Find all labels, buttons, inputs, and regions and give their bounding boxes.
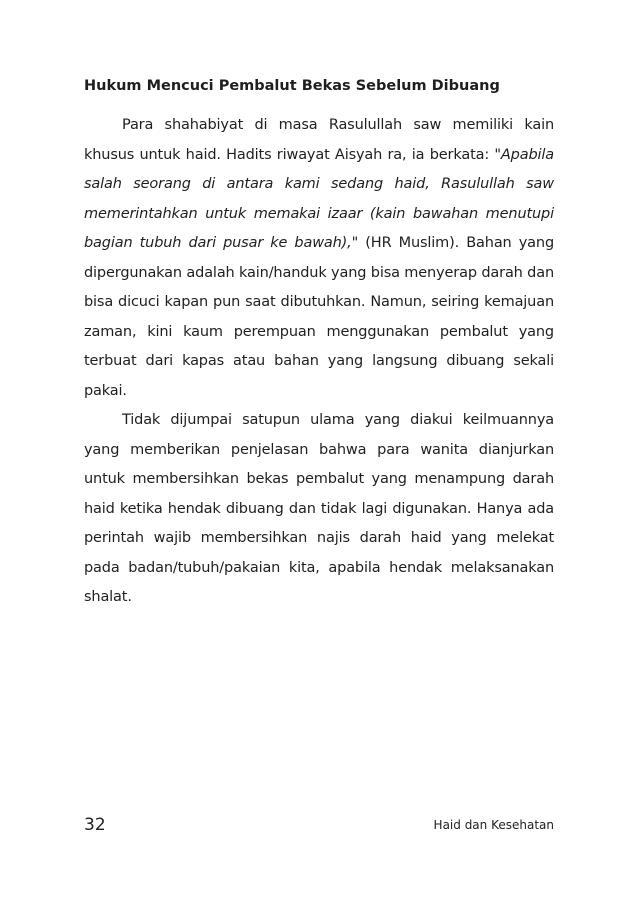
paragraph-2: Tidak dijumpai satupun ulama yang diakui keilmuannya yang memberikan penjelasan bahwa para wanita dianjurkan untuk membersihkan bekas pembalut yang menampung darah haid ketika hendak dibuang dan tidak lagi digunakan. Hanya ada perintah wajib membersihkan najis darah haid yang melekat pada badan/tubuh/pakaian kita, apabila hendak melaksanakan shalat. <box>84 412 554 605</box>
paragraph-1-intro: Para shahabiyat di masa Rasulullah saw memiliki kain khusus untuk haid. Hadits riwayat Aisyah ra, ia berkata: <box>84 117 554 163</box>
section-heading: Hukum Mencuci Pembalut Bekas Sebelum Dibuang <box>84 78 500 94</box>
hadith-quote: "Apabila salah seorang di antara kami sedang haid, Rasulullah saw memerintahkan untuk memakai izaar (kain bawahan menutupi bagian tubuh dari pusar ke bawah)," <box>84 146 554 251</box>
page-number: 32 <box>84 815 106 835</box>
paragraph-1-rest: (HR Muslim). Bahan yang dipergunakan adalah kain/handuk yang bisa menyerap darah dan bisa dicuci kapan pun saat dibutuhkan. Namun, seiring kemajuan zaman, kini kaum perempuan menggunakan pembalut yang terbuat dari kapas atau bahan yang langsung dibuang sekali pakai. <box>84 235 555 399</box>
running-footer-title: Haid dan Kesehatan <box>433 818 554 832</box>
paragraph-1 <box>84 111 554 406</box>
